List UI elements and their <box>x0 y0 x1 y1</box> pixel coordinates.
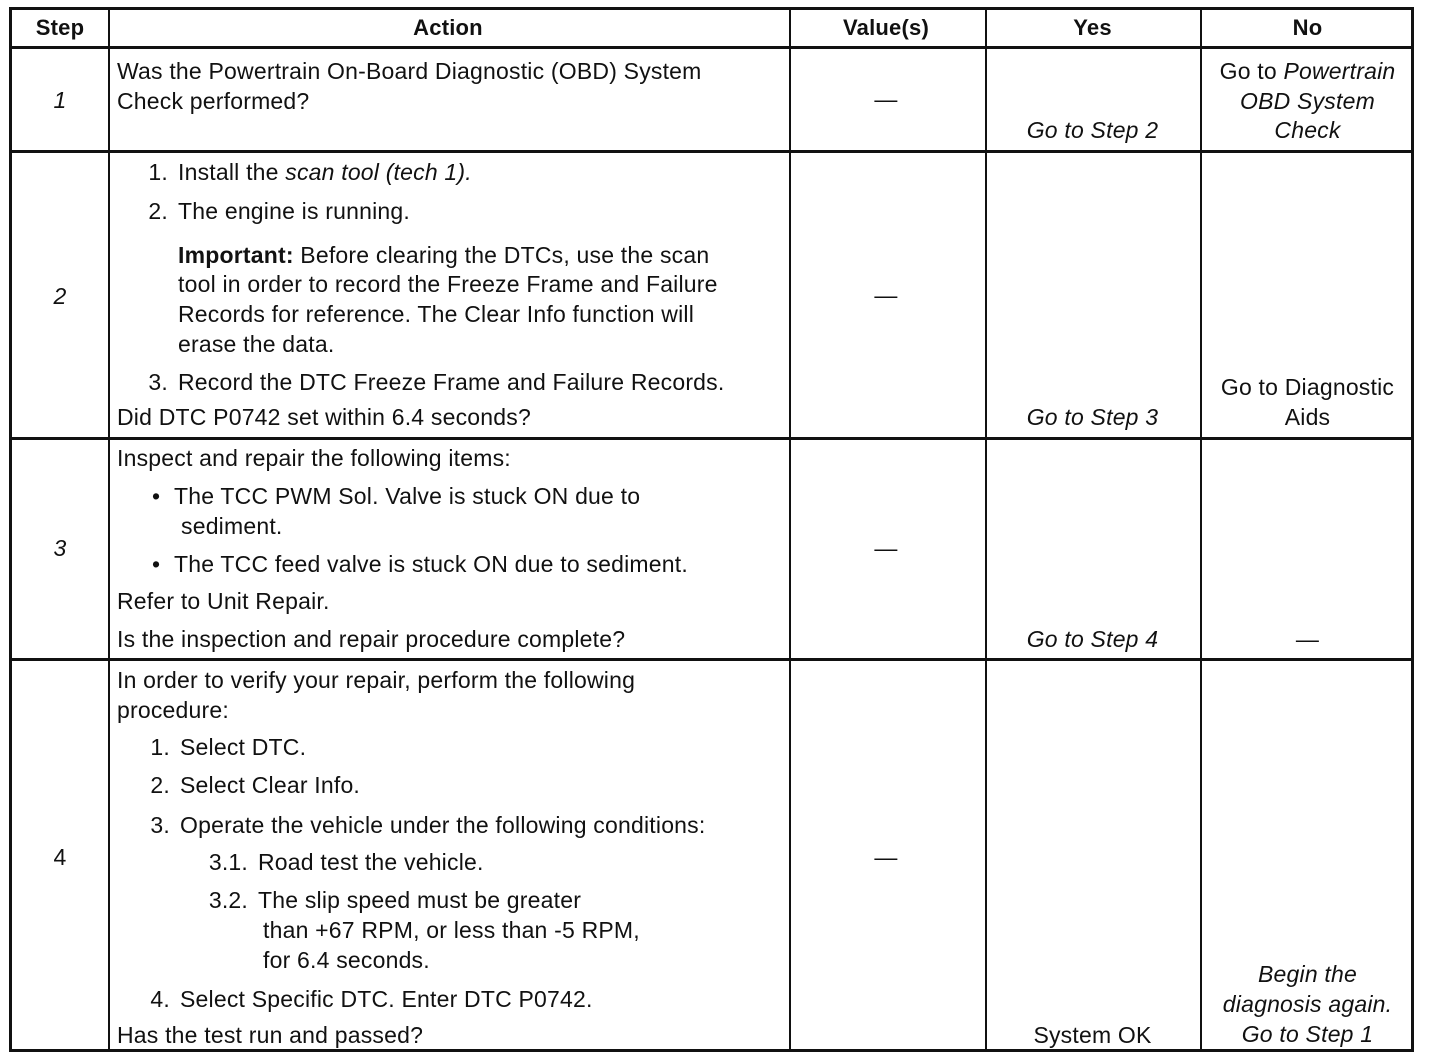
question-text: Has the test run and passed? <box>117 1022 424 1048</box>
no-link-obd-check[interactable]: OBD System <box>1240 88 1375 114</box>
important-note: tool in order to record the Freeze Frame and Failure <box>178 271 718 297</box>
row-divider <box>12 46 1411 49</box>
action-text: Check performed? <box>117 88 310 114</box>
step-number: 3 <box>53 535 67 561</box>
row-divider <box>12 658 1411 661</box>
no-link-diagnostic-aids[interactable]: Aids <box>1284 404 1331 430</box>
no-link-step-1[interactable]: diagnosis again. <box>1222 991 1393 1017</box>
yes-link-step-2[interactable]: Go to Step 2 <box>1026 117 1159 143</box>
important-note: Important: Before clearing the DTCs, use the scan <box>178 242 710 268</box>
no-link-step-1[interactable]: Go to Step 1 <box>1241 1021 1374 1047</box>
list-item: 2. Select Clear Info. <box>150 772 361 798</box>
yes-link-step-4[interactable]: Go to Step 4 <box>1026 626 1159 652</box>
column-divider <box>789 10 791 1049</box>
value-dash: — <box>874 282 898 308</box>
no-link-obd-check[interactable]: Check <box>1274 117 1341 143</box>
action-text: In order to verify your repair, perform the following <box>117 667 636 693</box>
header-action: Action <box>413 15 483 40</box>
list-item: • The TCC PWM Sol. Valve is stuck ON due to <box>152 483 641 509</box>
list-item: 1. Select DTC. <box>150 734 307 760</box>
header-step: Step <box>35 15 85 40</box>
list-item: 1. Install the scan tool (tech 1). <box>148 159 472 185</box>
column-divider <box>1200 10 1202 1049</box>
action-text: Refer to Unit Repair. <box>117 588 330 614</box>
sub-list-item: 3.2. The slip speed must be greater <box>208 887 582 913</box>
list-item: 3. Record the DTC Freeze Frame and Failure Records. <box>148 369 725 395</box>
action-text: Was the Powertrain On-Board Diagnostic (OBD) System <box>117 58 702 84</box>
no-value-dash: — <box>1295 626 1320 652</box>
action-text: procedure: <box>117 697 229 723</box>
value-dash: — <box>874 844 898 870</box>
step-number: 4 <box>53 844 67 870</box>
list-item: 2. The engine is running. <box>148 198 410 224</box>
no-link-obd-check[interactable]: Go to Powertrain <box>1219 58 1396 84</box>
header-values: Value(s) <box>843 15 929 40</box>
list-item: • The TCC feed valve is stuck ON due to sediment. <box>152 551 688 577</box>
yes-system-ok: System OK <box>1033 1022 1152 1048</box>
header-yes: Yes <box>1073 15 1112 40</box>
yes-link-step-3[interactable]: Go to Step 3 <box>1026 404 1159 430</box>
value-dash: — <box>874 86 898 112</box>
header-no: No <box>1292 15 1323 40</box>
sub-list-item: 3.1. Road test the vehicle. <box>208 849 484 875</box>
sub-list-item: for 6.4 seconds. <box>263 947 430 973</box>
no-link-diagnostic-aids[interactable]: Go to Diagnostic <box>1220 374 1395 400</box>
question-text: Is the inspection and repair procedure complete? <box>117 626 626 652</box>
row-divider <box>12 437 1411 440</box>
row-divider <box>12 150 1411 153</box>
no-link-step-1[interactable]: Begin the <box>1258 961 1357 987</box>
step-number: 2 <box>53 283 67 309</box>
column-divider <box>985 10 987 1049</box>
question-text: Did DTC P0742 set within 6.4 seconds? <box>117 404 531 430</box>
list-item: 3. Operate the vehicle under the following conditions: <box>150 812 706 838</box>
action-text: Inspect and repair the following items: <box>117 445 511 471</box>
sub-list-item: than +67 RPM, or less than -5 RPM, <box>263 917 640 943</box>
important-note: erase the data. <box>178 331 335 357</box>
value-dash: — <box>874 535 898 561</box>
step-number: 1 <box>53 87 67 113</box>
column-divider <box>108 10 110 1049</box>
important-note: Records for reference. The Clear Info function will <box>178 301 695 327</box>
list-item: 4. Select Specific DTC. Enter DTC P0742. <box>150 986 593 1012</box>
list-item: sediment. <box>181 513 283 539</box>
